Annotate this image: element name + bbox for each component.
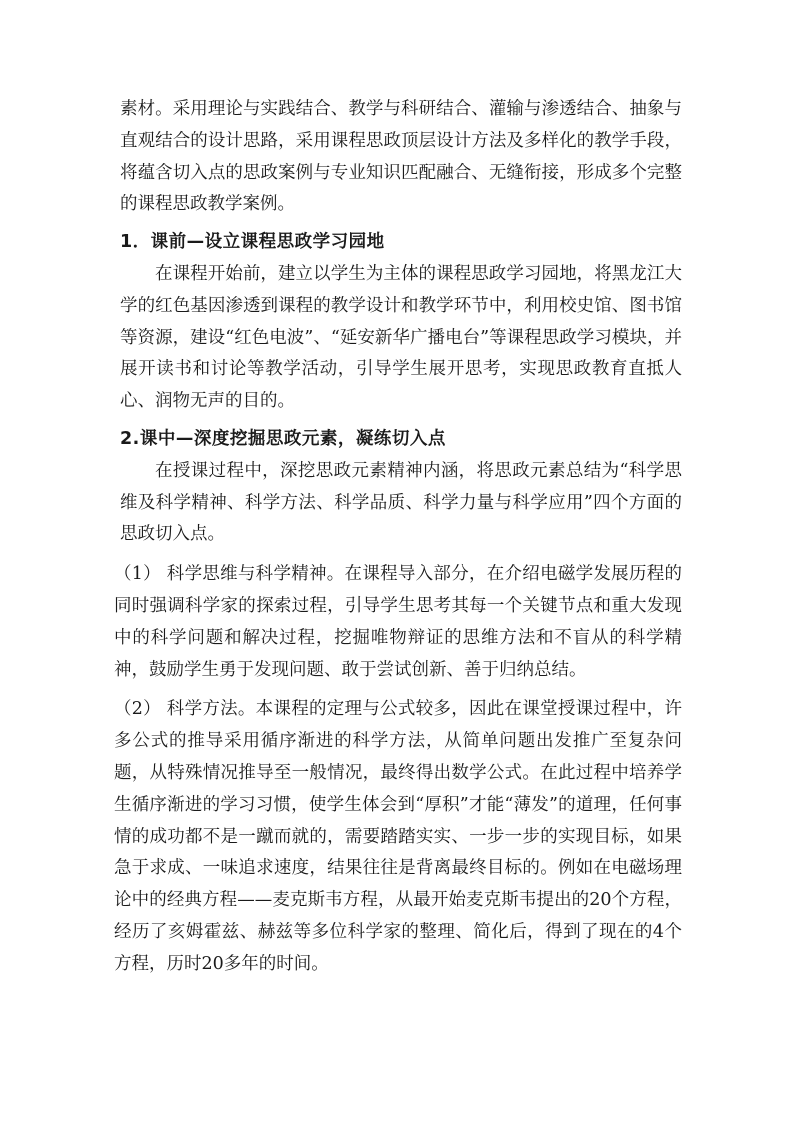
spacer (120, 686, 682, 694)
spacer (120, 551, 682, 559)
section-1-paragraph: 在课程开始前，建立以学生为主体的课程思政学习园地，将黑龙江大学的红色基因渗透到课程的教学设计和教学环节中，利用校史馆、图书馆等资源，建设“红色电波”、“延安新华广播电台”等课程思政学习模块，并展开读书和讨论等教学活动，引导学生展开思考，实现思政教育直抵人心、润物无声的目的。 (120, 263, 682, 412)
section-2-heading: 2.课中—深度挖掘思政元素，凝练切入点 (120, 428, 446, 449)
document-body (114, 94, 682, 981)
intro-paragraph: 素材。采用理论与实践结合、教学与科研结合、灌输与渗透结合、抽象与直观结合的设计思路，采用课程思政顶层设计方法及多样化的教学手段，将蕴含切入点的思政案例与专业知识匹配融合、无缝衔接，形成多个完整的课程思政教学案例。 (120, 99, 682, 215)
list-item-science-method: （2） 科学方法。本课程的定理与公式较多，因此在课堂授课过程中，许多公式的推导采用循序渐进的科学方法，从简单问题出发推广至复杂问题，从特殊情况推导至一般情况，最终得出数学公式。在此过程中培养学生循序渐进的学习习惯，使学生体会到“厚积”才能“薄发”的道理，任何事情的成功都不是一蹴而就的，需要踏踏实实、一步一步的实现目标，如果急于求成、一味追求速度，结果往往是背离最终目标的。例如在电磁场理论中的经典方程——麦克斯韦方程，从最开始麦克斯韦提出的20个方程，经历了亥姆霍兹、赫兹等多位科学家的整理、简化后，得到了现在的4个方程，历时20多年的时间。 (114, 699, 682, 974)
list-item-science-thinking: （1） 科学思维与科学精神。在课程导入部分，在介绍电磁学发展历程的同时强调科学家的探索过程，引导学生思考其每一个关键节点和重大发现中的科学问题和解决过程，挖掘唯物辩证的思维方法和不盲从的科学精神，鼓励学生勇于发现问题、敢于尝试创新、善于归纳总结。 (114, 564, 682, 680)
section-2-paragraph: 在授课过程中，深挖思政元素精神内涵，将思政元素总结为“科学思维及科学精神、科学方法、科学品质、科学力量与科学应用”四个方面的思政切入点。 (120, 460, 682, 545)
section-1-heading: 1．课前—设立课程思政学习园地 (120, 232, 385, 253)
